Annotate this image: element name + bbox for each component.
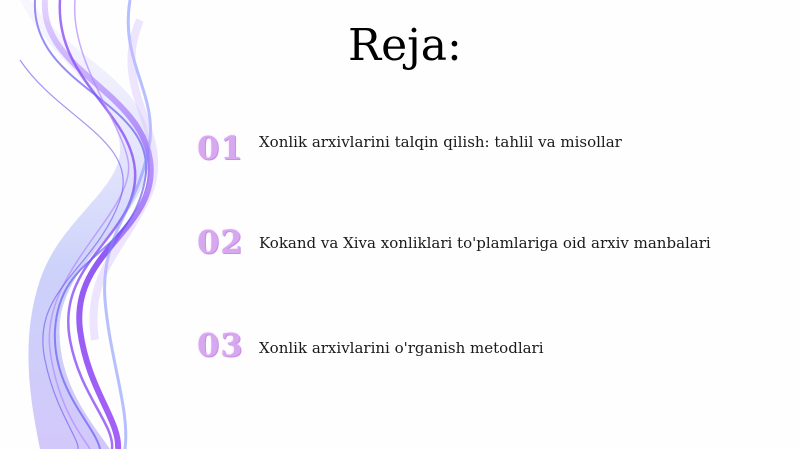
agenda-number: 03 — [197, 326, 244, 364]
agenda-item — [197, 126, 777, 170]
agenda-label: Kokand va Xiva xonliklari to'plamlariga oid arxiv manbalari — [259, 234, 711, 252]
agenda-label: Xonlik arxivlarini o'rganish metodlari — [259, 339, 544, 357]
agenda-item — [197, 323, 777, 367]
agenda-number: 01 — [197, 129, 244, 167]
slide-title: Reja: — [348, 20, 462, 71]
decorative-ribbon — [0, 0, 200, 449]
agenda-number: 02 — [197, 223, 244, 261]
agenda-label: Xonlik arxivlarini talqin qilish: tahlil va misollar — [259, 133, 622, 151]
agenda-item — [197, 220, 777, 264]
